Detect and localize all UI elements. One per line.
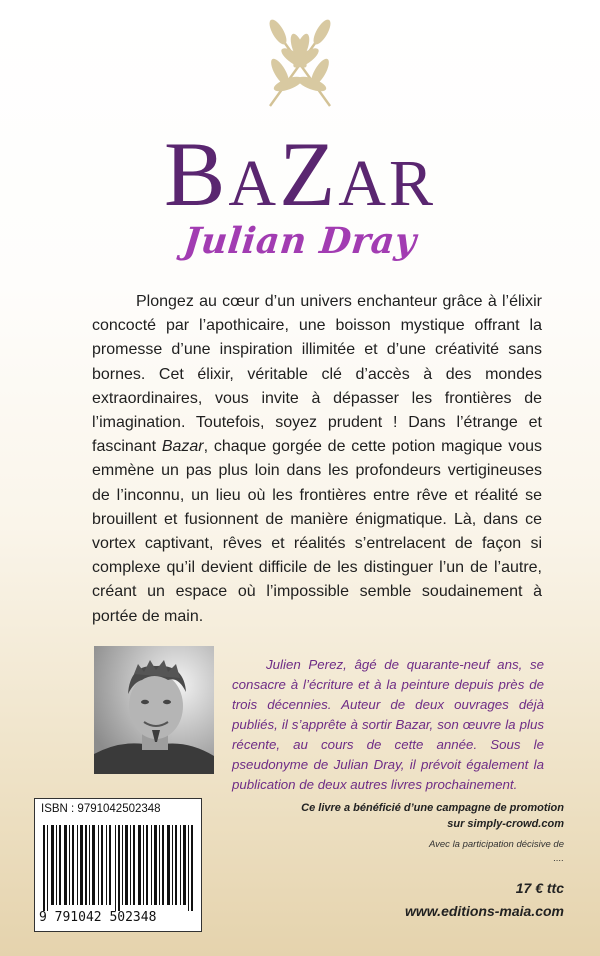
isbn-barcode-box: [34, 798, 202, 932]
partner-note: [244, 838, 564, 866]
barcode-digits: 9 791042 502348: [39, 910, 157, 925]
barcode-icon: [43, 825, 193, 911]
laurel-emblem-icon: [240, 14, 360, 114]
book-title: BAZAR: [164, 123, 436, 225]
partner-line-2: ....: [553, 853, 564, 864]
publisher-website: www.editions-maia.com: [405, 903, 564, 919]
promo-line-2: sur simply-crowd.com: [447, 818, 564, 830]
blurb-emphasis: Bazar: [161, 438, 204, 456]
promo-line-1: Ce livre a bénéficié d’une campagne de promotion: [301, 802, 564, 814]
promo-note: [244, 800, 564, 832]
back-cover-blurb: [92, 290, 542, 629]
author-photo: [94, 646, 214, 774]
partner-line-1: Avec la participation décisive de: [428, 839, 564, 850]
blurb-lead: Plongez au cœur d’un univers enchanteur grâce à l’élixir concocté par l’apothicaire, une boisson mystique offrant la promesse d’une inspiration illimitée et d’une créativité sans bornes. Cet élixir, véritable clé d’accès à des mondes extraordinaires, vous invite à dépasser les frontières de l’imagination. Toutefois, soyez prudent ! Dans l’étrange et fascinant: [92, 293, 542, 456]
price: 17 € ttc: [515, 880, 564, 896]
author-name: Julian Dray: [181, 220, 419, 262]
isbn-label: ISBN : 9791042502348: [41, 803, 161, 815]
blurb-tail: , chaque gorgée de cette potion magique vous emmène un pas plus loin dans les profondeurs vertigineuses de l’inconnu, un lieu où les frontières entre rêve et réalité se brouillent et fusionnent de manière énigmatique. Là, dans ce vortex captivant, rêves et réalités s’entrelacent de façon si complexe qu’il devient difficile de les distinguer l’un de l’autre, créant un espace où l’impossible semble soudainement à portée de main.: [92, 438, 543, 625]
author-bio: [232, 655, 544, 795]
author-bio-text: Julien Perez, âgé de quarante-neuf ans, se consacre à l’écriture et à la peinture depuis près de trois décennies. Auteur de deux ouvrages déjà publiés, il s’apprête à sortir Bazar, son œuvre la plus récente, au cours de cette année. Sous le pseudonyme de Julian Dray, il prévoit également la publication de deux autres livres prochainement.: [232, 657, 544, 792]
